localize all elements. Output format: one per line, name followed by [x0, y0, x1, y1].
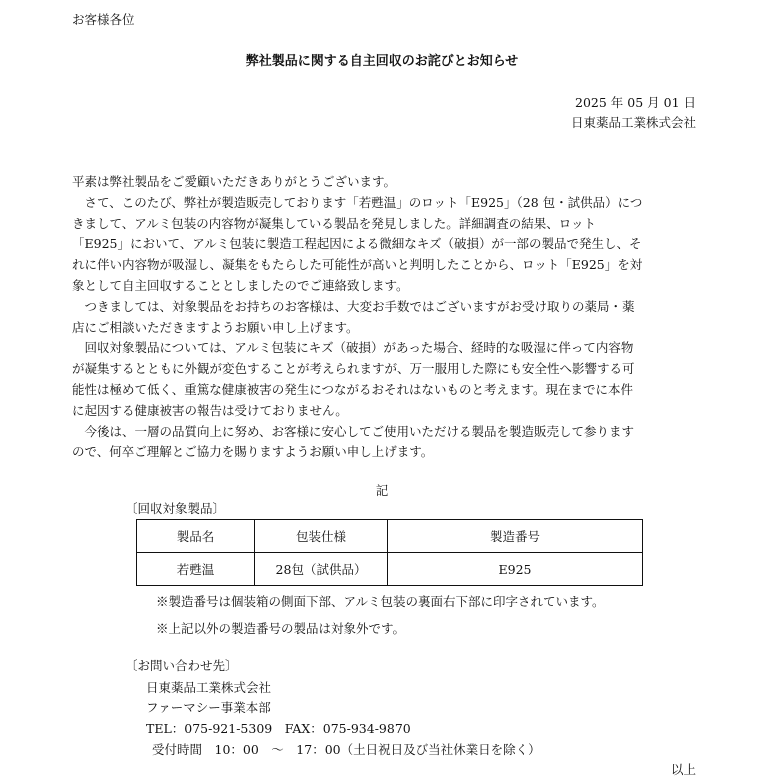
body-line: さて、このたび、弊社が製造販売しております「若甦温」のロット「E925」（28 包・試供品）につ	[72, 194, 643, 210]
body-line: ので、何卒ご理解とご協力を賜りますようお願い申し上げます。	[72, 444, 434, 460]
contact-department: ファーマシー事業本部	[146, 700, 271, 715]
body-line: 今後は、一層の品質向上に努め、お客様に安心してご使用いただける製品を製造販売して参ります	[72, 423, 635, 439]
table-header-row	[137, 520, 643, 553]
document-title: 弊社製品に関する自主回収のお詫びとお知らせ	[245, 54, 519, 69]
table-header-cell: 包装仕様	[255, 520, 388, 553]
body-line: 「E925」において、アルミ包装に製造工程起因による微細なキズ（破損）が一部の製品で発生し、そ	[72, 236, 642, 252]
issuer-company: 日東薬品工業株式会社	[570, 115, 696, 130]
ki-heading: 記	[375, 483, 389, 498]
contact-hours: 受付時間 10：00 ～ 17：00（土日祝日及び当社休業日を除く）	[152, 742, 541, 757]
body-line: に起因する健康被害の報告は受けておりません。	[72, 402, 348, 418]
table-cell-lot: E925	[388, 553, 643, 586]
issue-date: 2025 年 05 月 01 日	[575, 95, 696, 110]
table-header-cell: 製品名	[137, 520, 255, 553]
contact-company: 日東薬品工業株式会社	[146, 680, 272, 695]
body-line: 能性は極めて低く、重篤な健康被害の発生につながるおそれはないものと考えます。現在までに本件	[72, 381, 634, 397]
table-header-cell: 製造番号	[388, 520, 643, 553]
body-text	[72, 172, 697, 463]
addressee: お客様各位	[72, 12, 135, 27]
exclusion-note: ※上記以外の製造番号の製品は対象外です。	[156, 621, 406, 636]
body-line: が凝集するとともに外観が変色することが考えられますが、万一服用した際にも安全性へ影響する可	[72, 361, 635, 377]
table-cell-package: 28包（試供品）	[255, 553, 388, 586]
contact-phone-fax: TEL：075-921-5309 FAX：075-934-9870	[146, 721, 411, 736]
body-line: きまして、アルミ包装の内容物が凝集している製品を発見しました。詳細調査の結果、ロット	[72, 215, 597, 231]
table-row	[137, 553, 643, 586]
lot-location-note: ※製造番号は個装箱の側面下部、アルミ包装の裏面右下部に印字されています。	[156, 594, 605, 609]
body-line: 店にご相談いただきますようお願い申し上げます。	[72, 319, 359, 335]
body-line: 平素は弊社製品をご愛顧いただきありがとうございます。	[72, 174, 397, 189]
table-cell-product: 若甦温	[137, 553, 255, 586]
body-line: つきましては、対象製品をお持ちのお客様は、大変お手数ではございますがお受け取りの薬局・薬	[72, 298, 635, 314]
body-line: 象として自主回収することとしましたのでご連絡致します。	[72, 277, 409, 293]
recall-products-table	[136, 519, 643, 586]
contact-label: 〔お問い合わせ先〕	[125, 658, 238, 673]
closing-mark: 以上	[670, 762, 696, 777]
body-line: 回収対象製品については、アルミ包装にキズ（破損）があった場合、経時的な吸湿に伴って内容物	[72, 340, 634, 356]
body-line: れに伴い内容物が吸湿し、凝集をもたらした可能性が高いと判明したことから、ロット「E925」を対	[72, 257, 643, 273]
recall-products-label: 〔回収対象製品〕	[125, 501, 226, 516]
